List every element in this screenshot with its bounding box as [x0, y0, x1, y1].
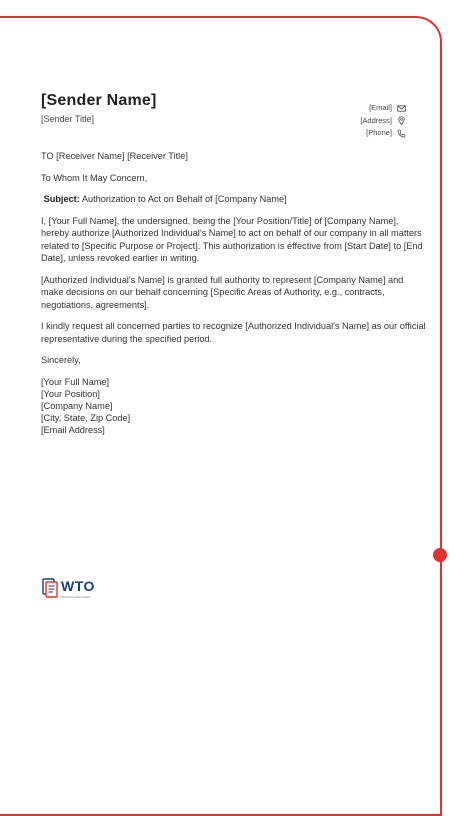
subject-line — [41, 193, 427, 206]
subject-text: Authorization to Act on Behalf of [Company Name] — [79, 194, 287, 204]
sender-name: [Sender Name] — [41, 92, 157, 109]
recipient-line: TO [Receiver Name] [Receiver Title] — [41, 151, 188, 161]
paragraph-request: I kindly request all concerned parties to recognize [Authorized Individual's Name] as our official representative during the specified period. — [41, 321, 426, 344]
contact-email — [360, 102, 406, 115]
contact-email-label: [Email] — [369, 103, 392, 112]
wto-logo — [41, 578, 95, 599]
letter-body — [41, 150, 427, 437]
signature-email: [Email Address] — [41, 425, 105, 436]
envelope-icon — [397, 104, 406, 113]
contact-phone-label: [Phone] — [366, 128, 392, 137]
sender-title: [Sender Title] — [41, 114, 95, 124]
salutation: To Whom It May Concern, — [41, 172, 148, 183]
location-pin-icon — [397, 116, 406, 125]
phone-icon — [397, 129, 406, 138]
contact-phone — [360, 127, 406, 140]
signature-position: [Your Position] — [41, 388, 100, 399]
subject-label: Subject: — [43, 194, 80, 204]
contact-block — [360, 102, 406, 140]
logo-tagline: World Templates Online — [61, 595, 91, 599]
contact-address — [360, 115, 406, 128]
document-logo-icon — [41, 578, 59, 598]
signature-company: [Company Name] — [41, 400, 113, 411]
signature-name: [Your Full Name] — [41, 376, 110, 387]
border-accent-dot — [433, 548, 447, 562]
paragraph-authorization: I, [Your Full Name], the undersigned, being the [Your Position/Title] of [Company Name], hereby authorize [Authorized Individual's Name] to act on behalf of our company in all matters related to [Specific Purpose or Project]. This authorization is effective from [Start Date] to [End Date], unless revoked earlier in writing. — [41, 215, 423, 263]
logo-wordmark: WTO — [61, 578, 95, 594]
paragraph-authority: [Authorized Individual's Name] is granted full authority to represent [Company Name] and make decisions on our behalf concerning [Specific Areas of Authority, e.g., contracts, negotiations, agreements]. — [41, 274, 404, 310]
contact-address-label: [Address] — [360, 115, 392, 125]
signature-address: [City, State, Zip Code] — [41, 413, 131, 424]
signature-block — [41, 376, 427, 437]
closing: Sincerely, — [41, 355, 81, 365]
